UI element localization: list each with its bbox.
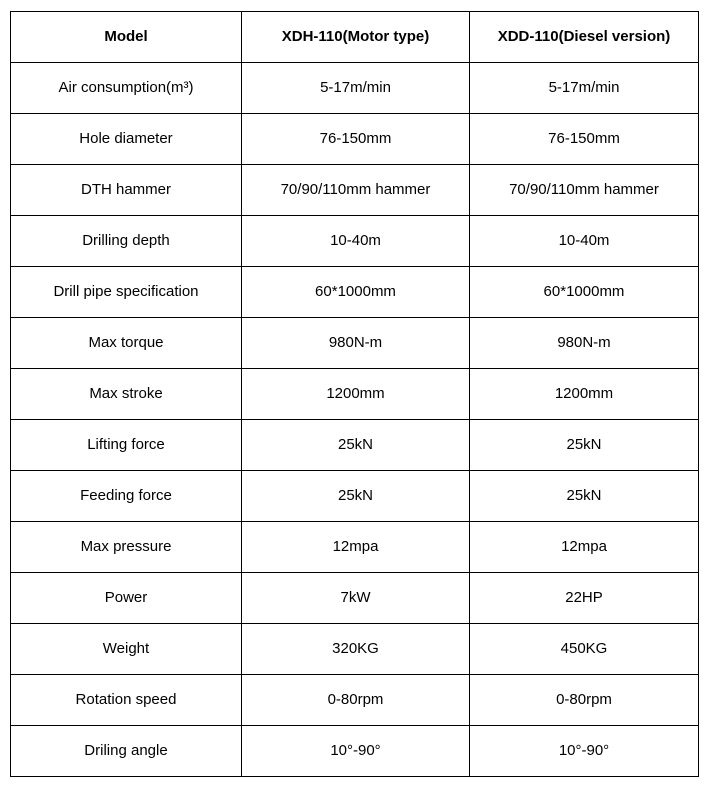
table-row: [11, 369, 699, 420]
diesel-version-value: 450KG: [470, 624, 699, 675]
diesel-version-value: 22HP: [470, 573, 699, 624]
motor-type-value: 980N-m: [242, 318, 470, 369]
diesel-version-value: 0-80rpm: [470, 675, 699, 726]
motor-type-value: 10-40m: [242, 216, 470, 267]
diesel-version-value: 1200mm: [470, 369, 699, 420]
table-row: [11, 675, 699, 726]
table-row: [11, 420, 699, 471]
spec-table: [10, 11, 699, 777]
diesel-version-value: 10-40m: [470, 216, 699, 267]
row-label: Air consumption(m³): [11, 63, 242, 114]
header-diesel-version: XDD-110(Diesel version): [470, 12, 699, 63]
row-label: Rotation speed: [11, 675, 242, 726]
table-row: [11, 267, 699, 318]
row-label: Drilling depth: [11, 216, 242, 267]
motor-type-value: 25kN: [242, 471, 470, 522]
motor-type-value: 12mpa: [242, 522, 470, 573]
table-row: [11, 318, 699, 369]
motor-type-value: 76-150mm: [242, 114, 470, 165]
row-label: Hole diameter: [11, 114, 242, 165]
row-label: Weight: [11, 624, 242, 675]
header-motor-type: XDH-110(Motor type): [242, 12, 470, 63]
table-row: [11, 522, 699, 573]
diesel-version-value: 60*1000mm: [470, 267, 699, 318]
motor-type-value: 320KG: [242, 624, 470, 675]
motor-type-value: 60*1000mm: [242, 267, 470, 318]
row-label: Max torque: [11, 318, 242, 369]
row-label: DTH hammer: [11, 165, 242, 216]
motor-type-value: 0-80rpm: [242, 675, 470, 726]
motor-type-value: 10°-90°: [242, 726, 470, 777]
motor-type-value: 25kN: [242, 420, 470, 471]
diesel-version-value: 980N-m: [470, 318, 699, 369]
table-row: [11, 471, 699, 522]
diesel-version-value: 5-17m/min: [470, 63, 699, 114]
motor-type-value: 5-17m/min: [242, 63, 470, 114]
table-row: [11, 624, 699, 675]
table-row: [11, 573, 699, 624]
row-label: Power: [11, 573, 242, 624]
spec-table-body: [11, 63, 699, 777]
row-label: Max stroke: [11, 369, 242, 420]
row-label: Max pressure: [11, 522, 242, 573]
row-label: Drill pipe specification: [11, 267, 242, 318]
table-row: [11, 165, 699, 216]
table-row: [11, 216, 699, 267]
diesel-version-value: 12mpa: [470, 522, 699, 573]
motor-type-value: 7kW: [242, 573, 470, 624]
row-label: Driling angle: [11, 726, 242, 777]
table-row: [11, 726, 699, 777]
diesel-version-value: 25kN: [470, 471, 699, 522]
motor-type-value: 70/90/110mm hammer: [242, 165, 470, 216]
row-label: Lifting force: [11, 420, 242, 471]
motor-type-value: 1200mm: [242, 369, 470, 420]
diesel-version-value: 76-150mm: [470, 114, 699, 165]
diesel-version-value: 25kN: [470, 420, 699, 471]
header-model: Model: [11, 12, 242, 63]
row-label: Feeding force: [11, 471, 242, 522]
table-row: [11, 63, 699, 114]
table-row: [11, 114, 699, 165]
diesel-version-value: 70/90/110mm hammer: [470, 165, 699, 216]
header-row: [11, 12, 699, 63]
diesel-version-value: 10°-90°: [470, 726, 699, 777]
